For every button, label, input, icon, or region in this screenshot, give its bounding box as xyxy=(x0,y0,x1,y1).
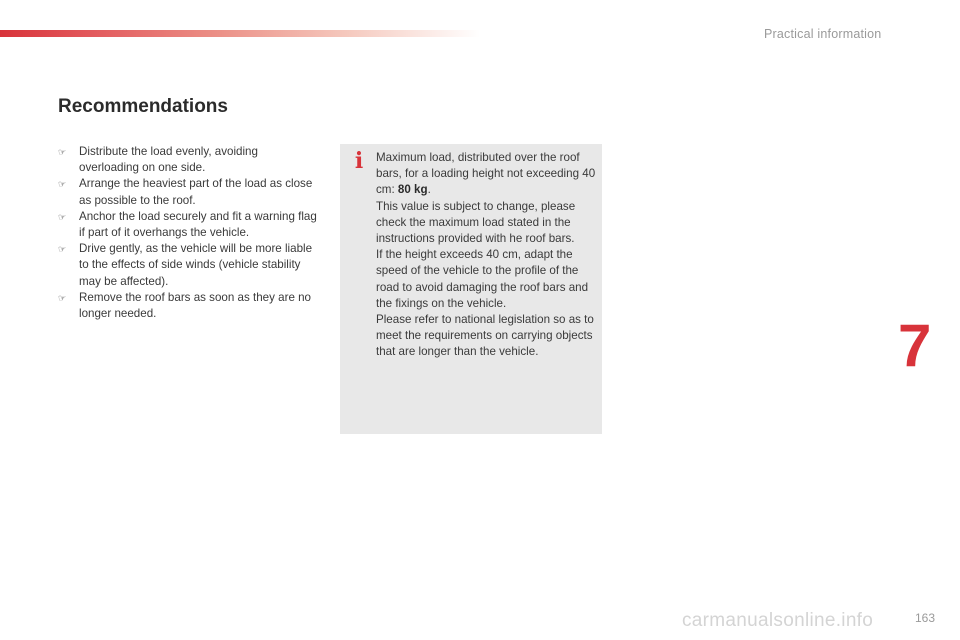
height-note-paragraph: If the height exceeds 40 cm, adapt the speed of the vehicle to the profile of the road to avoid damaging the roof bars and the fixings on the vehicle. xyxy=(376,248,589,310)
list-item xyxy=(58,144,320,176)
max-load-suffix: . xyxy=(427,183,431,197)
page-number: 163 xyxy=(915,611,936,625)
list-item xyxy=(58,241,320,290)
pointing-finger-icon: ☞ xyxy=(58,179,67,190)
pointing-finger-icon: ☞ xyxy=(58,244,67,255)
list-item xyxy=(58,290,320,322)
watermark: carmanualsonline.info xyxy=(682,610,874,631)
header-accent-bar xyxy=(0,30,480,37)
list-item-text: Arrange the heaviest part of the load as close as possible to the roof. xyxy=(79,177,313,207)
info-text xyxy=(376,150,598,361)
recommendations-list xyxy=(58,144,320,322)
legislation-note-paragraph: Please refer to national legislation so as to meet the requirements on carrying objects that are longer than the vehicle. xyxy=(376,313,594,359)
subject-to-change-paragraph: This value is subject to change, please check the maximum load stated in the instructions provided with he roof bars. xyxy=(376,199,576,246)
section-title: Practical information xyxy=(764,27,882,41)
pointing-finger-icon: ☞ xyxy=(58,147,67,157)
pointing-finger-icon: ☞ xyxy=(58,292,67,303)
list-item xyxy=(58,176,320,208)
info-icon: i xyxy=(354,148,364,174)
list-item-text: Drive gently, as the vehicle will be more liable to the effects of side winds (vehicle stability may be affected). xyxy=(79,242,313,288)
max-load-value: 80 kg xyxy=(397,183,428,197)
chapter-number: 7 xyxy=(898,312,932,379)
max-load-paragraph xyxy=(376,150,598,199)
list-item xyxy=(58,209,320,241)
max-load-text: Maximum load, distributed over the roof bars, for a loading height not exceeding 40 cm: xyxy=(376,151,596,197)
list-item-text: Anchor the load securely and fit a warning flag if part of it overhangs the vehicle. xyxy=(79,209,317,240)
list-item-text: Remove the roof bars as soon as they are no longer needed. xyxy=(79,290,312,321)
list-item-text: Distribute the load evenly, avoiding overloading on one side. xyxy=(79,145,258,175)
page-heading: Recommendations xyxy=(58,96,228,117)
pointing-finger-icon: ☞ xyxy=(58,211,67,222)
info-box xyxy=(340,144,602,434)
